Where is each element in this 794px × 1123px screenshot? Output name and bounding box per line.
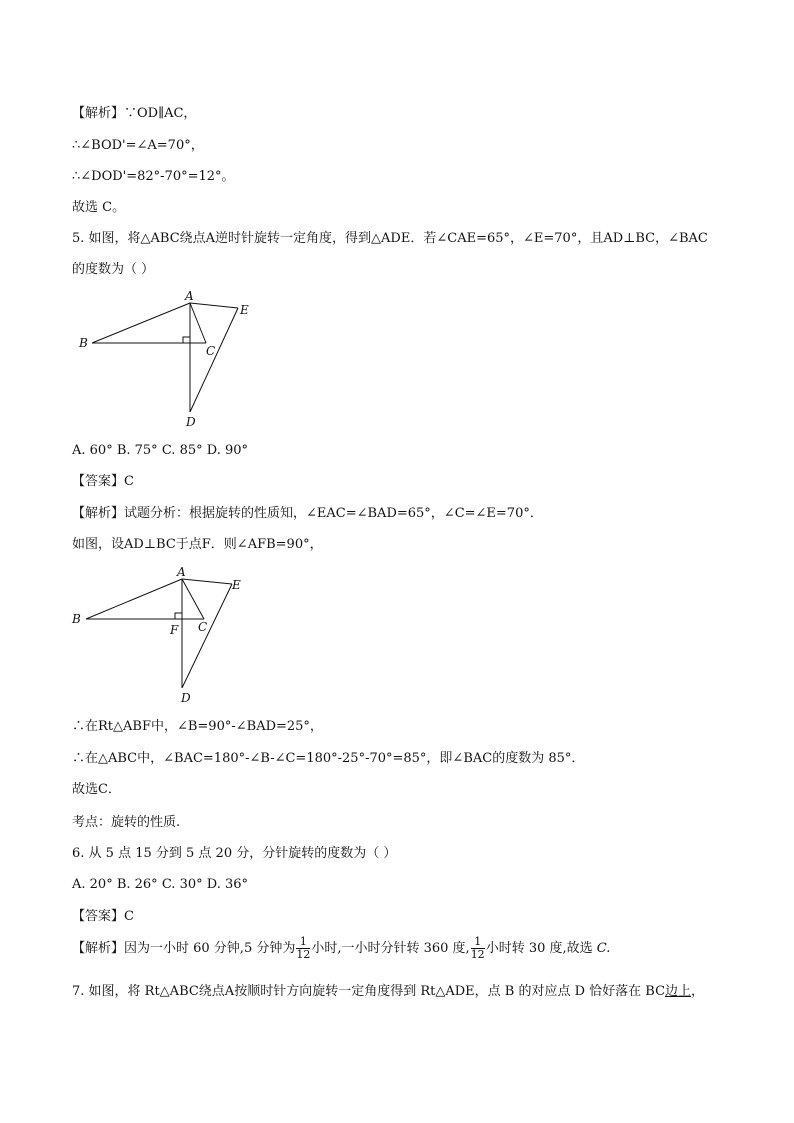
q6-explain-part-c: 小时转 30 度,故选 bbox=[485, 941, 597, 956]
q6-explain-part-a: 【解析】因为一小时 60 分钟,5 分钟为 bbox=[72, 941, 296, 956]
fraction-numerator-2: 1 bbox=[471, 936, 485, 949]
fig2-label-a: A bbox=[177, 565, 186, 579]
question-5-explain-1: 【解析】试题分析：根据旋转的性质知，∠EAC=∠BAD=65°，∠C=∠E=70°． bbox=[72, 506, 543, 521]
fig1-label-c: C bbox=[206, 344, 216, 358]
question-6-explain bbox=[72, 936, 610, 962]
fig1-label-a: A bbox=[185, 289, 194, 303]
question-5-text: 5. 如图，将△ABC绕点A逆时针旋转一定角度，得到△ADE．若∠CAE=65°，∠E=70°，且AD⊥BC，∠BAC bbox=[72, 231, 708, 246]
solution-line-1: 【解析】∵OD∥AC， bbox=[72, 106, 197, 121]
fig2-label-c: C bbox=[198, 620, 208, 634]
q7-text-main: 7. 如图，将 Rt△ABC绕点A按顺时针方向旋转一定角度得到 Rt△ADE，点 B 的对应点 D 恰好落在 BC bbox=[72, 984, 666, 999]
question-6-options: A. 20° B. 26° C. 30° D. 36° bbox=[72, 877, 249, 892]
fraction-one-twelfth-2 bbox=[471, 936, 485, 961]
question-5-explain-3: ∴在Rt△ABF中，∠B=90°-∠BAD=25°， bbox=[72, 719, 323, 734]
choose-answer-line: 故选 C。 bbox=[72, 200, 126, 215]
fig1-label-d: D bbox=[186, 415, 196, 429]
question-5-explain-4: ∴在△ABC中，∠BAC=180°-∠B-∠C=180°-25°-70°=85°，即∠BAC的度数为 85°． bbox=[72, 751, 585, 766]
fraction-numerator: 1 bbox=[296, 936, 310, 949]
fig2-label-e: E bbox=[232, 578, 241, 592]
question-5-explain-5: 故选C． bbox=[72, 782, 121, 797]
fig2-label-b: B bbox=[72, 612, 81, 626]
q6-explain-part-d: C. bbox=[596, 941, 611, 956]
question-5-figure bbox=[72, 288, 272, 433]
solution-line-3: ∴∠DOD'=82°-70°=12°。 bbox=[72, 169, 235, 184]
q6-explain-part-b: 小时,一小时分针转 360 度, bbox=[311, 941, 470, 956]
fig2-label-f: F bbox=[170, 623, 179, 637]
fraction-denominator-2: 12 bbox=[470, 948, 485, 961]
fig2-label-d: D bbox=[181, 691, 191, 705]
question-5-text-cont: 的度数为（ ） bbox=[72, 262, 155, 277]
question-6-text: 6. 从 5 点 15 分到 5 点 20 分，分针旋转的度数为（ ） bbox=[72, 846, 397, 861]
q7-text-underlined: 边上 bbox=[665, 984, 692, 999]
question-5-solution-figure bbox=[66, 563, 266, 708]
question-6-answer: 【答案】C bbox=[72, 909, 134, 924]
fig1-label-e: E bbox=[240, 303, 249, 317]
question-5-answer: 【答案】C bbox=[72, 474, 134, 489]
fraction-denominator: 12 bbox=[296, 948, 311, 961]
solution-line-2: ∴∠BOD'=∠A=70°， bbox=[72, 138, 204, 153]
question-7-text bbox=[72, 983, 704, 1001]
question-5-options: A. 60° B. 75° C. 85° D. 90° bbox=[72, 443, 249, 458]
fig1-label-b: B bbox=[79, 336, 88, 350]
question-5-explain-2: 如图，设AD⊥BC于点F．则∠AFB=90°， bbox=[72, 537, 323, 552]
q7-text-end: ， bbox=[691, 984, 705, 999]
question-5-knowledge-point: 考点：旋转的性质. bbox=[72, 815, 181, 830]
fraction-one-twelfth bbox=[296, 936, 310, 961]
